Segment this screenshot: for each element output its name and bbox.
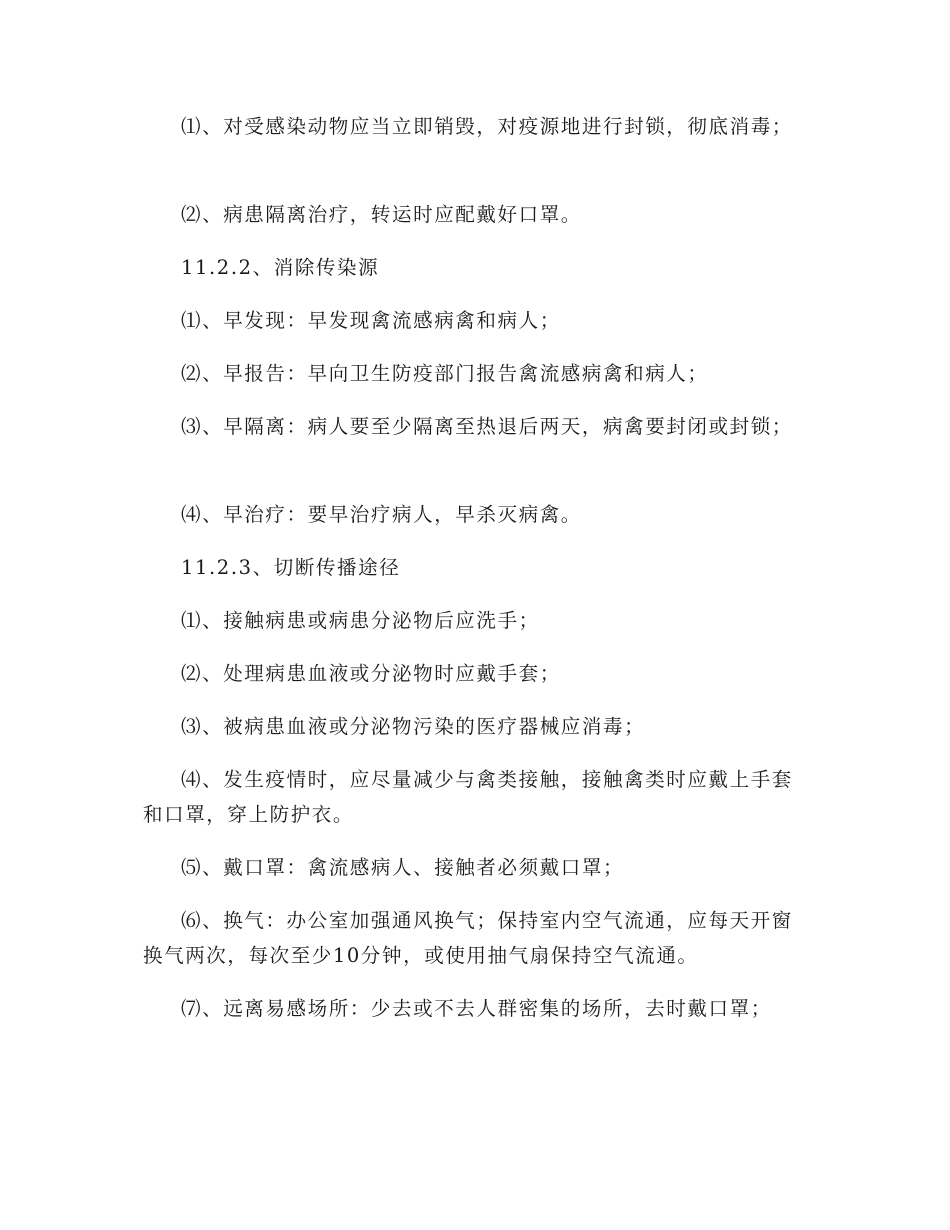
- paragraph-early-detection: ⑴、早发现：早发现禽流感病禽和病人；: [181, 309, 561, 332]
- paragraph-avoid-crowds: ⑺、远离易感场所：少去或不去人群密集的场所，去时戴口罩；: [181, 997, 772, 1020]
- paragraph-wear-gloves: ⑵、处理病患血液或分泌物时应戴手套；: [181, 662, 561, 685]
- paragraph-isolate-patients: ⑵、病患隔离治疗，转运时应配戴好口罩。: [181, 203, 582, 226]
- paragraph-disinfect-equipment: ⑶、被病患血液或分泌物污染的医疗器械应消毒；: [181, 715, 646, 738]
- section-heading-eliminate-source: 11.2.2、消除传染源: [181, 256, 380, 279]
- paragraph-wash-hands: ⑴、接触病患或病患分泌物后应洗手；: [181, 609, 540, 632]
- paragraph-wear-mask: ⑸、戴口罩：禽流感病人、接触者必须戴口罩；: [181, 856, 625, 879]
- paragraph-reduce-poultry-contact: ⑷、发生疫情时，应尽量减少与禽类接触，接触禽类时应戴上手套和口罩，穿上防护衣。: [143, 768, 793, 826]
- paragraph-ventilation: ⑹、换气：办公室加强通风换气；保持室内空气流通，应每天开窗换气两次，每次至少10分钟，或使用抽气扇保持空气流通。: [143, 909, 793, 967]
- section-heading-cut-transmission: 11.2.3、切断传播途径: [181, 556, 401, 579]
- paragraph-early-report: ⑵、早报告：早向卫生防疫部门报告禽流感病禽和病人；: [181, 362, 709, 385]
- paragraph-early-isolation: ⑶、早隔离：病人要至少隔离至热退后两天，病禽要封闭或封锁；: [181, 415, 793, 438]
- paragraph-early-treatment: ⑷、早治疗：要早治疗病人，早杀灭病禽。: [181, 503, 582, 526]
- paragraph-dispose-infected-animals: ⑴、对受感染动物应当立即销毁，对疫源地进行封锁，彻底消毒；: [181, 115, 793, 138]
